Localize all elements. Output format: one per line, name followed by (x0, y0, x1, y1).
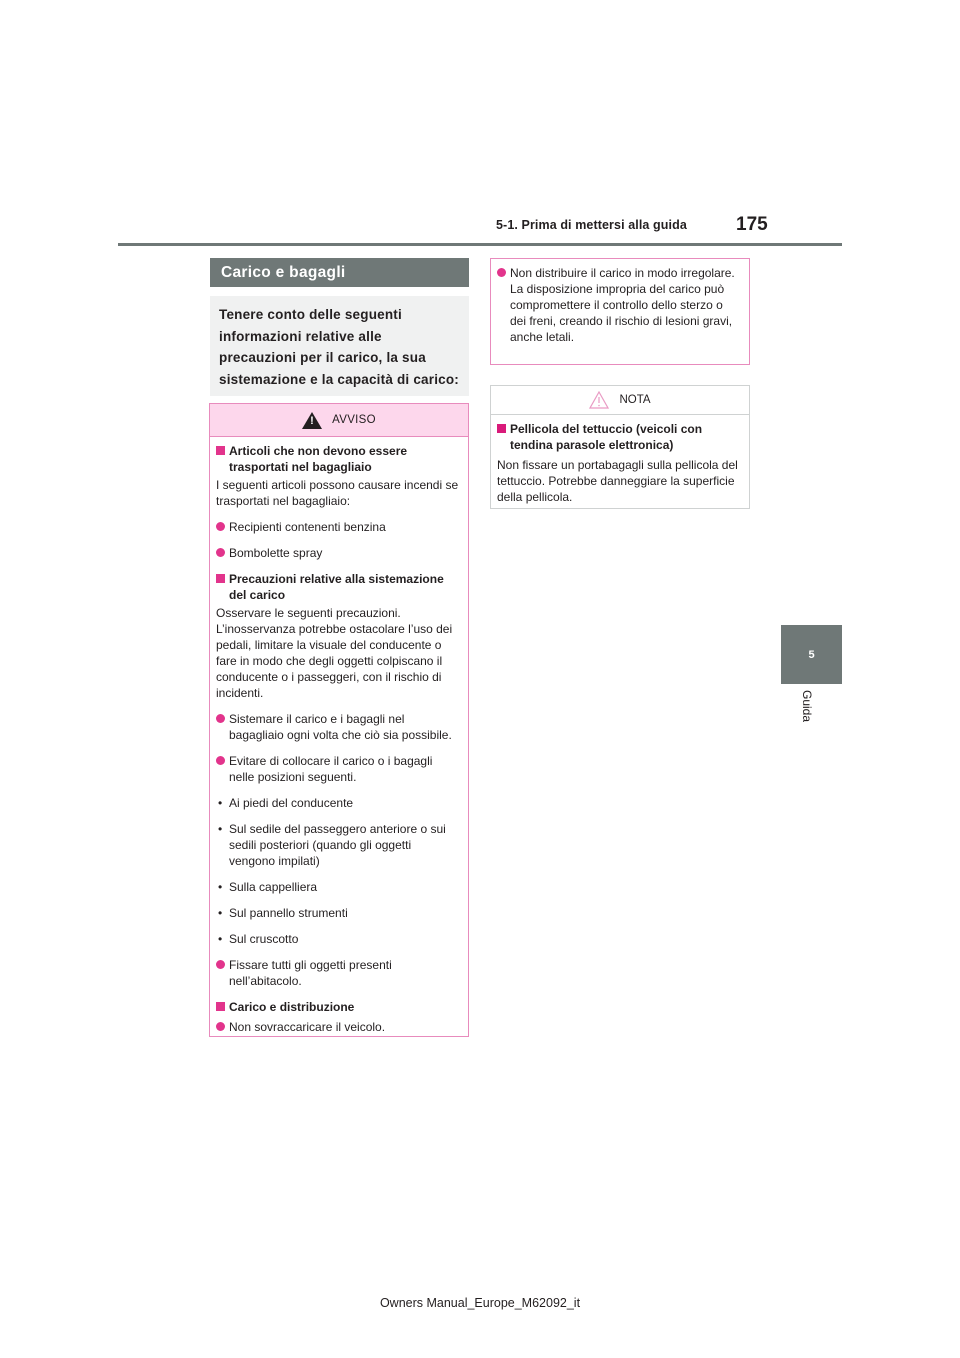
warning-text: Osservare le seguenti precauzioni. L’inosservanza potrebbe ostacolare l’uso dei pedali, limitare la visuale del conducente o fare in modo che degli oggetti colpiscano il conducente o i passeggeri, con il rischio di incidenti. (216, 606, 453, 700)
note-text: Non fissare un portabagagli sulla pellicola del tettuccio. Potrebbe danneggiare la superficie della pellicola. (497, 458, 738, 504)
header-rule (118, 243, 842, 246)
list-item: Bombolette spray (216, 545, 460, 561)
list-item: • Sulla cappelliera (216, 879, 460, 895)
warning-heading: Articoli che non devono essere trasportati nel bagagliaio (216, 443, 460, 475)
list-item: Recipienti contenenti benzina (216, 519, 460, 535)
list-item: Fissare tutti gli oggetti presenti nell’abitacolo. (216, 957, 460, 989)
topic-intro: Tenere conto delle seguenti informazioni relative alle precauzioni per il carico, la sua sistemazione e la capacità di carico: (210, 296, 469, 396)
warning-text: I seguenti articoli possono causare incendi se trasportati nel bagagliaio: (216, 478, 459, 508)
footer: Owners Manual_Europe_M62092_it (379, 1296, 581, 1310)
list-item: • Sul sedile del passeggero anteriore o sui sedili posteriori (quando gli oggetti vengono impilati) (216, 821, 460, 869)
list-item: • Ai piedi del conducente (216, 795, 460, 811)
list-item: • Sul cruscotto (216, 931, 460, 947)
warning-heading: Precauzioni relative alla sistemazione del carico (216, 571, 460, 603)
list-item: Sistemare il carico e i bagagli nel bagagliaio ogni volta che ciò sia possibile. (216, 711, 460, 743)
warning-icon: ! (302, 412, 322, 429)
warning-header (210, 404, 468, 437)
chapter-number: 5 (808, 648, 815, 661)
note-label: NOTA (619, 394, 651, 406)
note-box (490, 385, 750, 509)
list-item: Evitare di collocare il carico o i bagagli nelle posizioni seguenti. (216, 753, 460, 785)
chapter-label: Guida (800, 690, 814, 723)
warning-label: AVVISO (332, 414, 376, 426)
warning-box-continued (490, 258, 750, 365)
list-item: Non sovraccaricare il veicolo. (216, 1019, 460, 1035)
note-heading: Pellicola del tettuccio (veicoli con tendina parasole elettronica) (497, 421, 741, 453)
warning-box (209, 403, 469, 1037)
chapter-tab[interactable] (781, 625, 842, 684)
list-item: • Sul pannello strumenti (216, 905, 460, 921)
page-number: 175 (736, 214, 768, 235)
warning-heading: Carico e distribuzione (216, 999, 460, 1015)
note-header (491, 386, 749, 415)
topic-title: Carico e bagagli (210, 258, 469, 287)
list-item: Non distribuire il carico in modo irregolare. La disposizione impropria del carico può compromettere il controllo dello sterzo o dei freni, creando il rischio di lesioni gravi, anche letali. (497, 265, 741, 345)
section-title: 5-1. Prima di mettersi alla guida (496, 218, 687, 232)
caution-icon (589, 391, 609, 409)
